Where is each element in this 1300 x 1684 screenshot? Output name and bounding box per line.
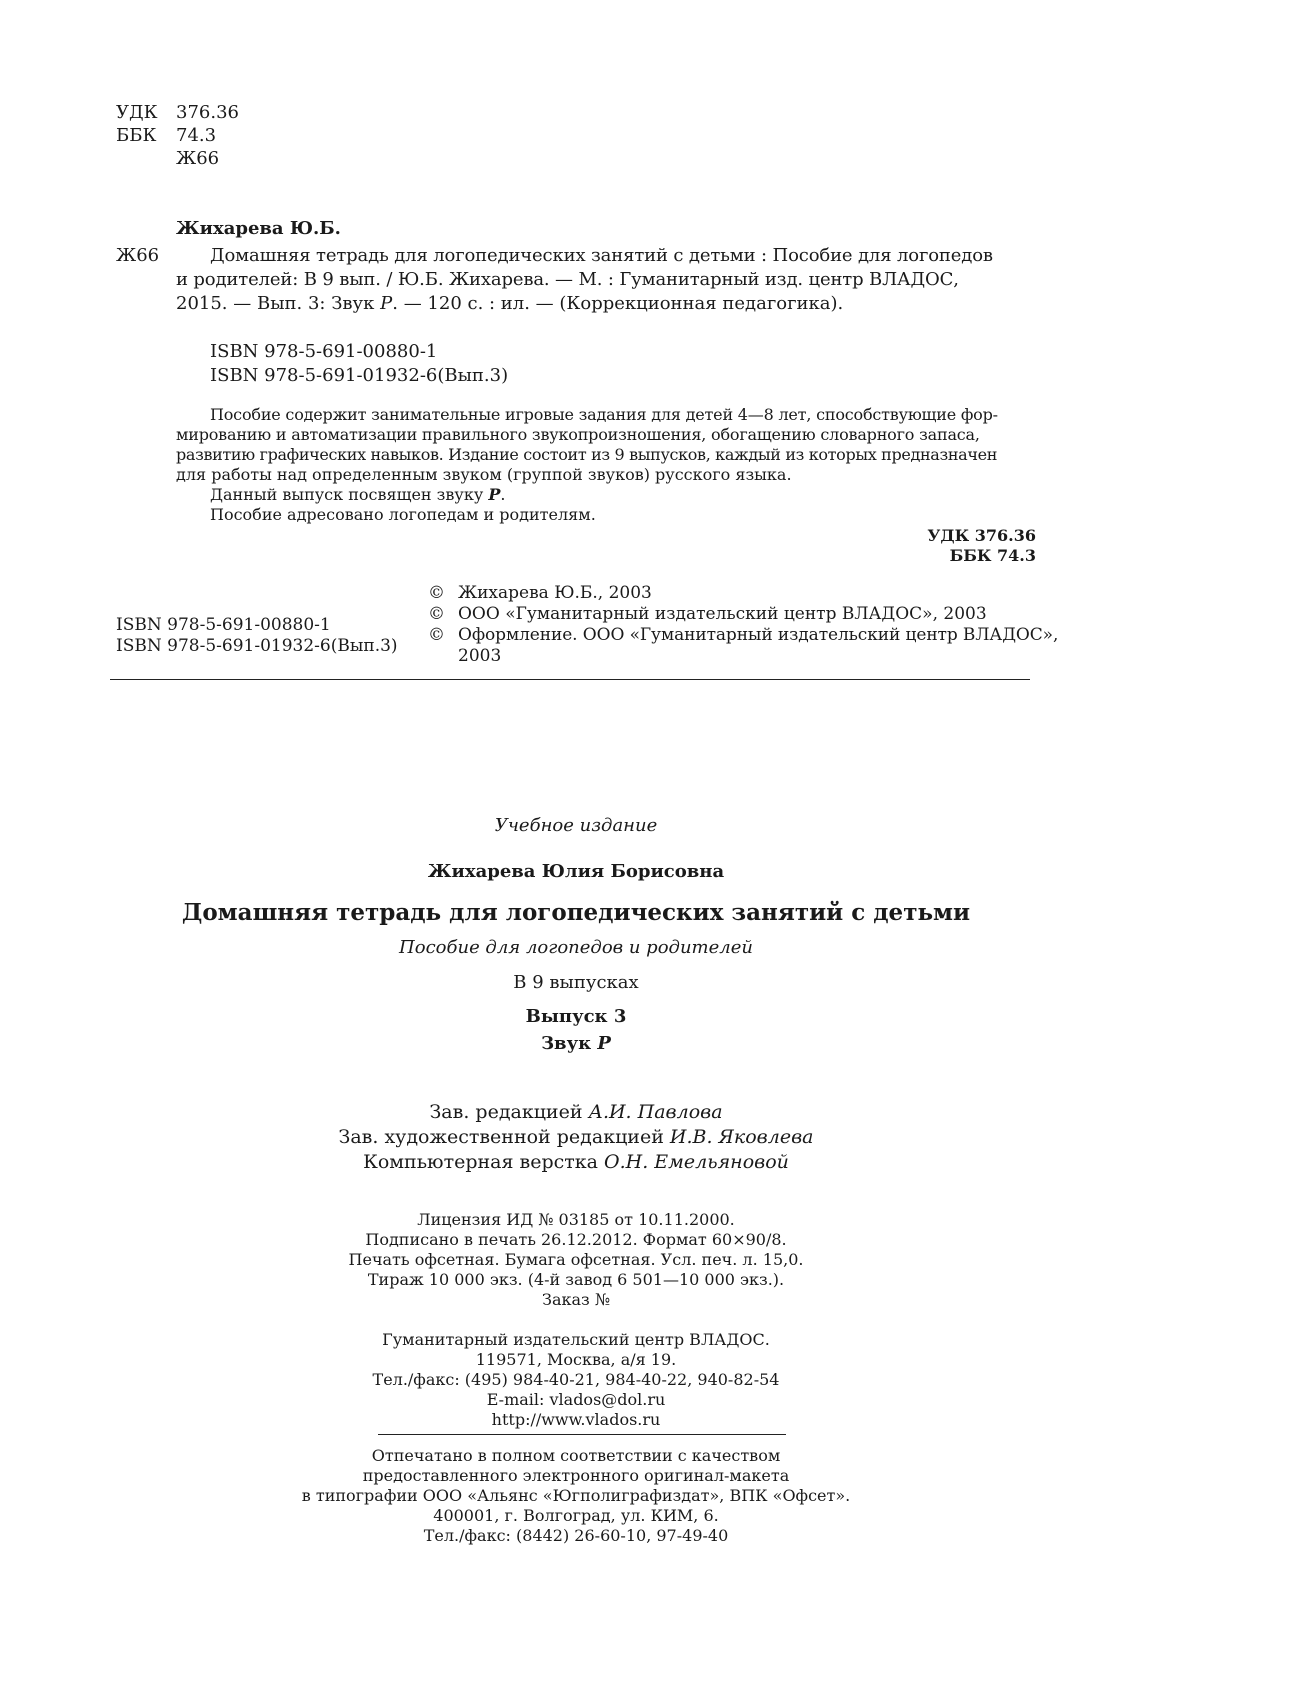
bib-mark: Ж66 — [116, 245, 160, 266]
imprint-signed: Подписано в печать 26.12.2012. Формат 60×90/8. — [365, 1230, 787, 1249]
bib-line-3 — [176, 292, 843, 315]
copyright-isbn-1: ISBN 978-5-691-00880-1 — [116, 615, 331, 635]
copyright-line-3 — [428, 625, 1058, 646]
copyright-line-1 — [428, 583, 652, 604]
staff-art-role: Зав. художественной редакцией — [338, 1126, 670, 1148]
bib-author: Жихарева Ю.Б. — [176, 218, 341, 239]
publisher-email: E-mail: vlados@dol.ru — [486, 1390, 666, 1409]
author-mark-line — [116, 147, 239, 170]
annotation-line-5 — [210, 485, 505, 505]
edition-issue: Выпуск 3 — [525, 1006, 627, 1027]
bib-line-2: и родителей: В 9 вып. / Ю.Б. Жихарева. — М. : Гуманитарный изд. центр ВЛАДОС, — [176, 269, 959, 290]
edition-sound-letter: Р — [597, 1033, 611, 1054]
bbk-line — [116, 124, 239, 147]
staff-editor — [0, 1100, 1152, 1125]
imprint-license: Лицензия ИД № 03185 от 10.11.2000. — [417, 1210, 735, 1229]
copyright-line-2 — [428, 604, 987, 625]
bib-line-3-sound: Р — [380, 293, 393, 314]
printer-line-5: Тел./факс: (8442) 26-60-10, 97-49-40 — [423, 1526, 729, 1545]
bottom-divider — [378, 1434, 786, 1435]
publisher-address: 119571, Москва, а/я 19. — [475, 1350, 677, 1369]
printer-line-3: в типографии ООО «Альянс «Югполиграфиздат», ВПК «Офсет». — [301, 1486, 851, 1505]
annotation-line-5-sound: Р — [488, 485, 501, 504]
copyright-icon: © — [428, 625, 445, 645]
edition-sound — [0, 1032, 1152, 1055]
annotation-line-5-pre: Данный выпуск посвящен звуку — [210, 485, 489, 504]
edition-author-full: Жихарева Юлия Борисовна — [427, 861, 725, 882]
copyright-icon: © — [428, 583, 445, 603]
staff-editor-role: Зав. редакцией — [429, 1101, 589, 1123]
edition-sound-label: Звук — [541, 1033, 598, 1054]
annotation-line-2: мированию и автоматизации правильного звукопроизношения, обогащению словарного запаса, — [176, 425, 980, 444]
annotation-udk: УДК 376.36 — [927, 526, 1036, 545]
annotation-line-4: для работы над определенным звуком (группой звуков) русского языка. — [176, 465, 792, 484]
copyright-text-3: Оформление. ООО «Гуманитарный издательский центр ВЛАДОС», — [458, 625, 1059, 645]
annotation-bbk: ББК 74.3 — [949, 546, 1036, 565]
printer-line-4: 400001, г. Волгоград, ул. КИМ, 6. — [433, 1506, 719, 1525]
publisher-block — [0, 1330, 1152, 1430]
edition-subtitle: Пособие для логопедов и родителей — [399, 937, 753, 958]
printer-line-1: Отпечатано в полном соответствии с качеством — [371, 1446, 781, 1465]
staff-layout-role: Компьютерная верстка — [363, 1151, 605, 1173]
annotation-line-6: Пособие адресовано логопедам и родителям. — [210, 505, 596, 524]
staff-art — [0, 1125, 1152, 1150]
copyright-isbn-2: ISBN 978-5-691-01932-6(Вып.3) — [116, 636, 398, 656]
bib-line-3-post: . — 120 с. : ил. — (Коррекционная педагогика). — [392, 293, 844, 314]
udk-line — [116, 101, 239, 124]
copyright-text-2: ООО «Гуманитарный издательский центр ВЛАДОС», 2003 — [458, 604, 987, 624]
author-mark: Ж66 — [176, 148, 220, 169]
staff-layout-name: О.Н. Емельяновой — [604, 1151, 789, 1173]
bib-isbn-2: ISBN 978-5-691-01932-6(Вып.3) — [210, 365, 509, 386]
staff-editor-name: А.И. Павлова — [588, 1101, 723, 1123]
copyright-icon: © — [428, 604, 445, 624]
edition-title: Домашняя тетрадь для логопедических занятий с детьми — [181, 899, 971, 926]
staff-layout — [0, 1150, 1152, 1175]
copyright-line-3b: 2003 — [458, 646, 502, 666]
bbk-label: ББК — [116, 125, 157, 146]
annotation-line-1: Пособие содержит занимательные игровые задания для детей 4—8 лет, способствующие фор- — [210, 405, 998, 424]
imprint-run: Тираж 10 000 экз. (4-й завод 6 501—10 000 экз.). — [367, 1270, 785, 1289]
edition-issues: В 9 выпусках — [513, 972, 639, 993]
publisher-phone: Тел./факс: (495) 984-40-21, 984-40-22, 940-82-54 — [372, 1370, 780, 1389]
annotation-line-5-post: . — [500, 485, 506, 504]
staff-art-name: И.В. Яковлева — [669, 1126, 814, 1148]
imprint-print: Печать офсетная. Бумага офсетная. Усл. печ. л. 15,0. — [348, 1250, 804, 1269]
imprint-block — [0, 1210, 1152, 1310]
udk-label: УДК — [116, 102, 158, 123]
bbk-value: 74.3 — [176, 125, 217, 146]
bib-line-1: Домашняя тетрадь для логопедических занятий с детьми : Пособие для логопедов — [210, 245, 993, 266]
top-divider — [110, 679, 1030, 680]
publisher-web: http://www.vlados.ru — [491, 1410, 661, 1429]
udk-value: 376.36 — [176, 102, 239, 123]
printer-block — [0, 1446, 1152, 1546]
staff-block — [0, 1100, 1152, 1175]
edition-type: Учебное издание — [494, 815, 658, 836]
copyright-text-1: Жихарева Ю.Б., 2003 — [458, 583, 652, 603]
classification-block — [116, 101, 239, 170]
imprint-order: Заказ № — [542, 1290, 610, 1309]
bib-isbn-1: ISBN 978-5-691-00880-1 — [210, 341, 438, 362]
bib-line-3-pre: 2015. — Вып. 3: Звук — [176, 293, 381, 314]
publisher-name: Гуманитарный издательский центр ВЛАДОС. — [382, 1330, 770, 1349]
annotation-line-3: развитию графических навыков. Издание состоит из 9 выпусков, каждый из которых предназначен — [176, 445, 998, 464]
printer-line-2: предоставленного электронного оригинал-макета — [362, 1466, 790, 1485]
